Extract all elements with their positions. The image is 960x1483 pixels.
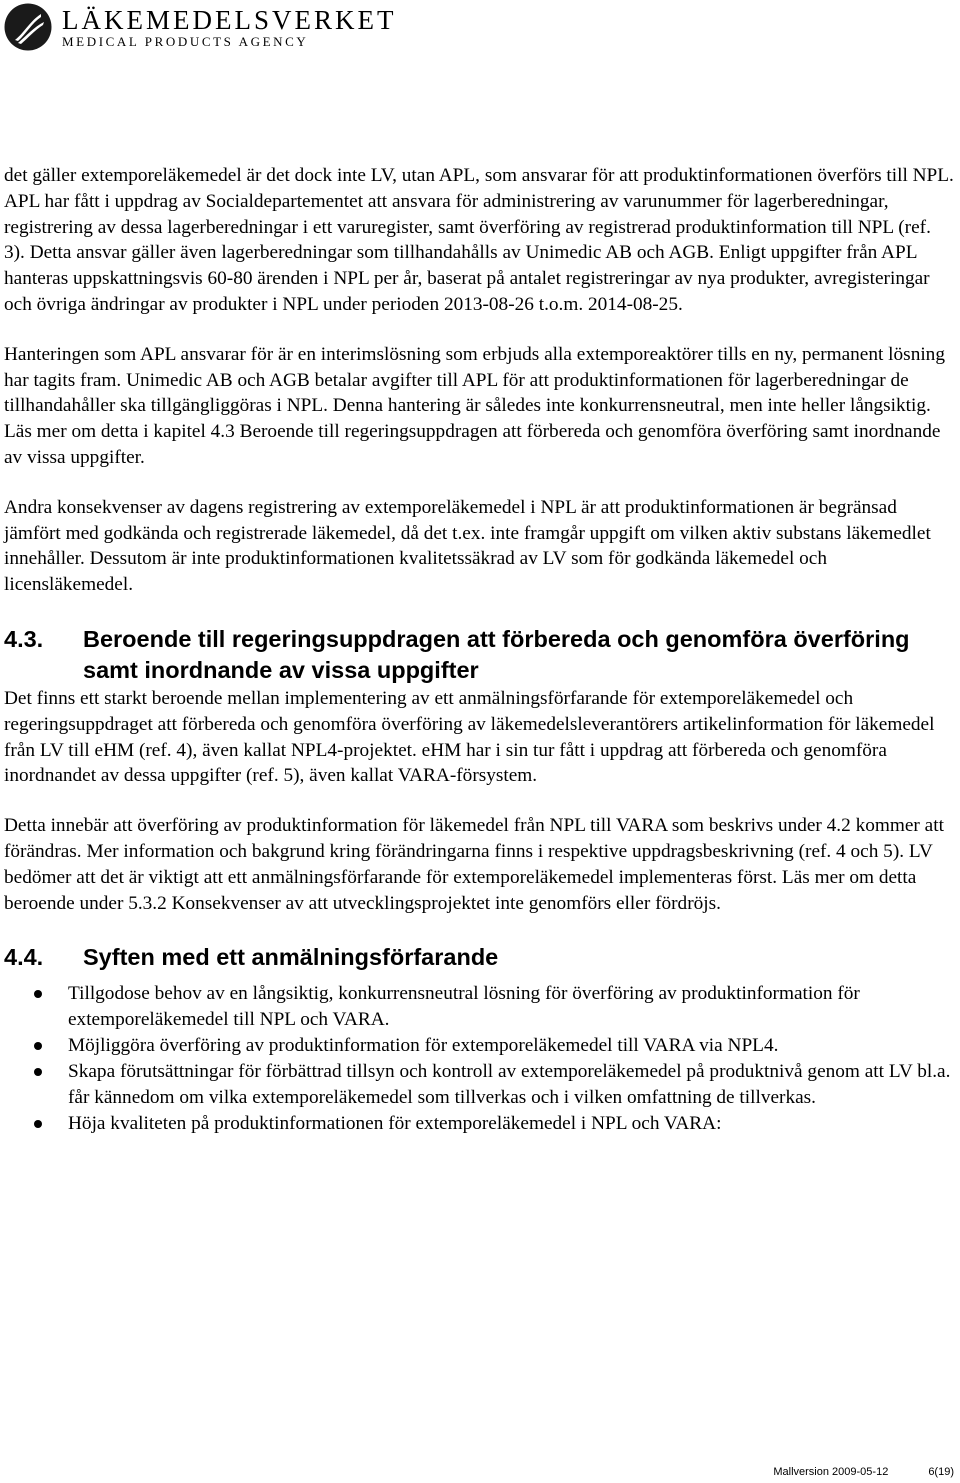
list-item-text: Höja kvaliteten på produktinformationen för extemporeläkemedel i NPL och VARA: [68, 1113, 722, 1135]
list-item-text: Skapa förutsättningar för förbättrad tillsyn och kontroll av extemporeläkemedel på produktnivå genom att LV bl.a. får kännedom om vilka extemporeläkemedel som tillverkas och i vilken omfattning de tillverkas. [68, 1061, 951, 1109]
bullet-icon [4, 1033, 68, 1059]
logo-name: LÄKEMEDELSVERKET [62, 4, 397, 35]
paragraph: Andra konsekvenser av dagens registrering av extemporeläkemedel i NPL är att produktinformationen är begränsad jämfört med godkända och registrerade läkemedel, då det t.ex. inte framgår uppgift om vilken aktiv substans läkemedlet innehåller. Dessutom är inte produktinformationen kvalitetssäkrad av LV som för godkända läkemedel och licensläkemedel. [4, 496, 931, 596]
document-body [4, 163, 954, 1137]
bullet-icon [4, 1059, 68, 1111]
paragraph: det gäller extemporeläkemedel är det dock inte LV, utan APL, som ansvarar för att produktinformationen överförs till NPL. APL har fått i uppdrag av Socialdepartementet att ansvara för administrering av varunummer för lagerberedningar, registrering av dessa lagerberedningar i ett varuregister, samt överföring av registrerad produktinformation till NPL (ref. 3). Detta ansvar gäller även lagerberedningar som tillhandahålls av Unimedic AB och AGB. Enligt uppgifter från APL hanteras uppskattningsvis 60-80 ärenden i NPL per år, baserat på antalet registreringar av nya produkter, avregisteringar och övriga ändringar av produkter i NPL under perioden 2013-08-26 t.o.m. 2014-08-25. [4, 165, 954, 315]
purpose-list [4, 981, 954, 1137]
logo-subtitle: MEDICAL PRODUCTS AGENCY [62, 33, 309, 49]
page-number: 6(19) [928, 1466, 954, 1478]
bullet-icon [4, 1111, 68, 1137]
section-heading-4-4 [4, 942, 954, 973]
page-footer [773, 1466, 954, 1478]
agency-logo-icon [4, 3, 52, 51]
section-title: Syften med ett anmälningsförfarande [83, 944, 499, 971]
template-version: Mallversion 2009-05-12 [773, 1466, 889, 1478]
page-header [4, 3, 396, 51]
paragraph: Hanteringen som APL ansvarar för är en interimslösning som erbjuds alla extemporeaktörer tills en ny, permanent lösning har tagits fram. Unimedic AB och AGB betalar avgifter till APL för att produktinformationen för lagerberedningar de tillhandahåller ska tillgängliggöras i NPL. Denna hantering är således inte konkurrensneutral, men inte heller långsiktig. Läs mer om detta i kapitel 4.3 Beroende till regeringsuppdragen att förbereda och genomföra överföring samt inordnande av vissa uppgifter. [4, 343, 945, 468]
list-item-text: Tillgodose behov av en långsiktig, konkurrensneutral lösning för överföring av produktinformation för extemporeläkemedel till NPL och VARA. [68, 983, 860, 1031]
list-item [4, 1111, 954, 1137]
bullet-icon [4, 981, 68, 1033]
paragraph: Detta innebär att överföring av produktinformation för läkemedel från NPL till VARA som beskrivs under 4.2 kommer att förändras. Mer information och bakgrund kring förändringarna finns i respektive uppdragsbeskrivning (ref. 4 och 5). LV bedömer att det är viktigt att ett anmälningsförfarande för extemporeläkemedel implementeras först. Läs mer om detta beroende under 5.3.2 Konsekvenser av att utvecklingsprojektet inte genomförs eller fördröjs. [4, 815, 944, 914]
list-item [4, 981, 954, 1033]
list-item [4, 1033, 954, 1059]
section-heading-4-3 [4, 624, 954, 686]
paragraph: Det finns ett starkt beroende mellan implementering av ett anmälningsförfarande för extemporeläkemedel och regeringsuppdraget att förbereda och genomföra överföring av läkemedelsleverantörers artikelinformation för läkemedel från LV till eHM (ref. 4), även kallat NPL4-projektet. eHM har i sin tur fått i uppdrag att förbereda och genomföra inordnandet av dessa uppgifter (ref. 5), även kallat VARA-försystem. [4, 687, 935, 787]
section-title: Beroende till regeringsuppdragen att förbereda och genomföra överföring samt inordnande av vissa uppgifter [83, 625, 910, 683]
list-item [4, 1059, 954, 1111]
section-number: 4.3. [4, 625, 44, 652]
section-number: 4.4. [4, 944, 44, 971]
list-item-text: Möjliggöra överföring av produktinformation för extemporeläkemedel till VARA via NPL4. [68, 1035, 779, 1057]
